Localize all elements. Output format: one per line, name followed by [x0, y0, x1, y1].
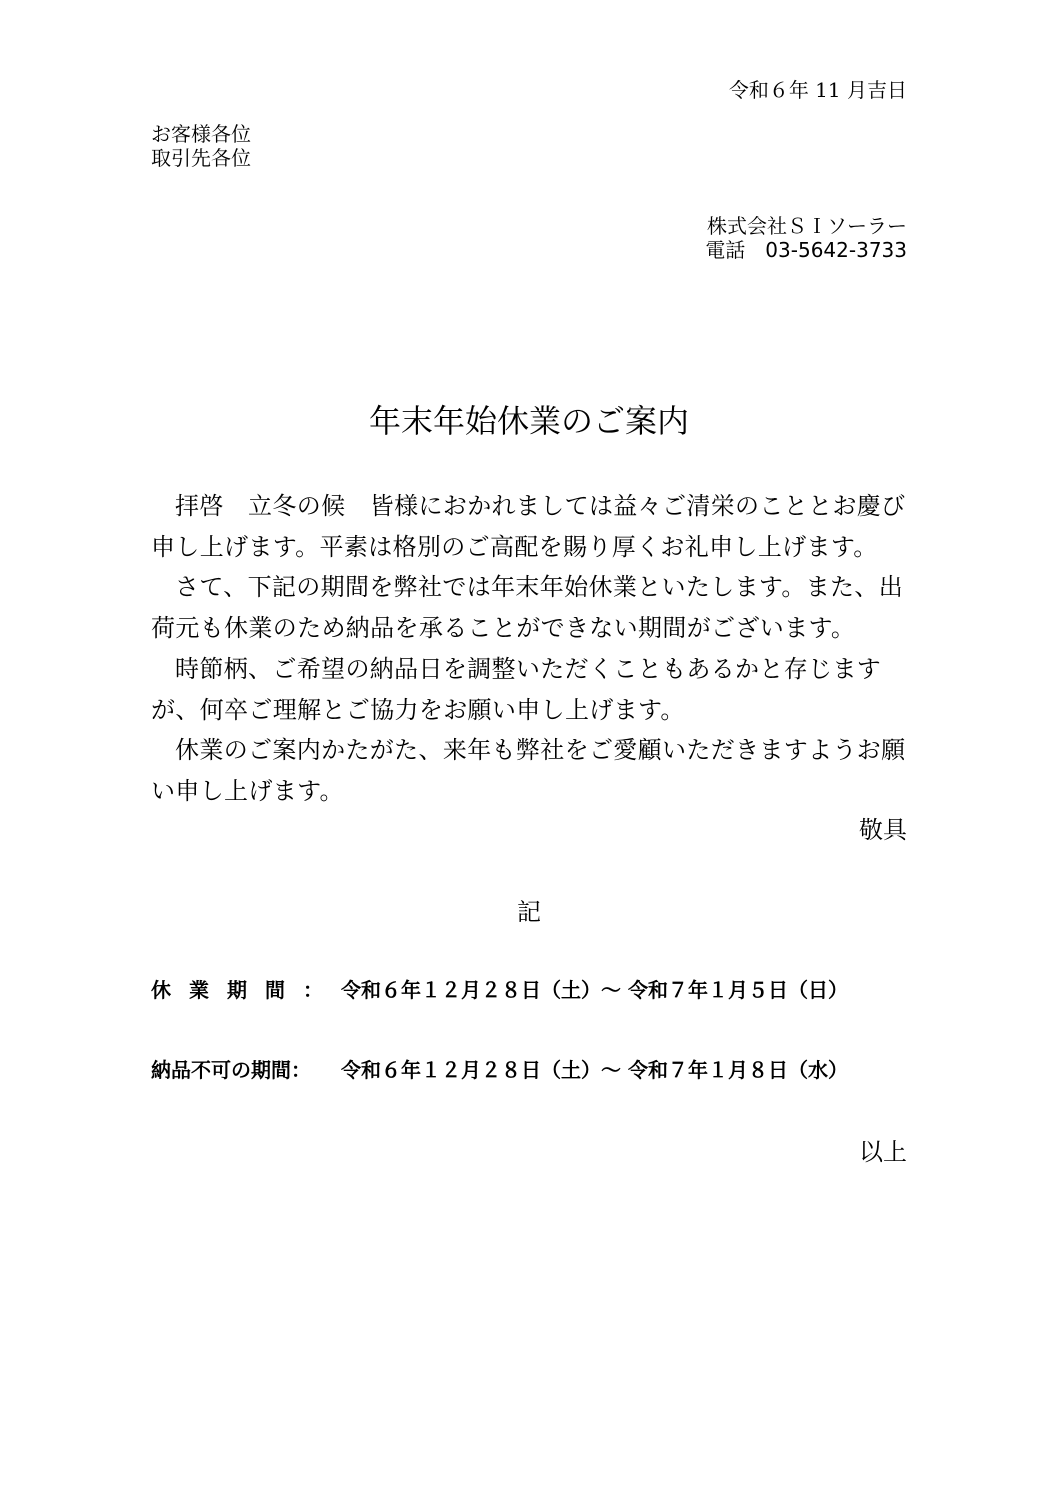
sender-phone: 電話 03-5642-3733 — [705, 238, 907, 262]
recipient-line: お客様各位 — [151, 122, 251, 146]
sender-block — [705, 214, 907, 262]
body-paragraph: さて、下記の期間を弊社では年末年始休業といたします。また、出荷元も休業のため納品を承ることができない期間がございます。 — [151, 573, 904, 643]
letter-title: 年末年始休業のご案内 — [368, 402, 689, 440]
detail-value: 令和６年１２月２８日（土）～ 令和７年１月８日（水） — [341, 1058, 848, 1082]
closing-keigu: 敬具 — [859, 816, 907, 844]
detail-label: 納品不可の期間： — [151, 1058, 311, 1082]
sender-company: 株式会社ＳＩソーラー — [707, 214, 907, 238]
letter-date: 令和６年 11 月吉日 — [728, 78, 907, 102]
detail-label: 休業期間： — [151, 978, 341, 1002]
letter-body — [151, 486, 907, 812]
detail-row-closure-period — [151, 974, 848, 1003]
ki-heading: 記 — [517, 898, 541, 926]
recipients-block — [151, 122, 251, 170]
detail-value: 令和６年１２月２８日（土）～ 令和７年１月５日（日） — [341, 978, 848, 1002]
closing-ijou: 以上 — [859, 1138, 907, 1166]
body-paragraph: 拝啓 立冬の候 皆様におかれましては益々ご清栄のこととお慶び申し上げます。平素は格別のご高配を賜り厚くお礼申し上げます。 — [151, 492, 906, 561]
body-paragraph: 時節柄、ご希望の納品日を調整いただくこともあるかと存じますが、何卒ご理解とご協力をお願い申し上げます。 — [151, 654, 882, 724]
body-paragraph: 休業のご案内かたがた、来年も弊社をご愛顧いただきますようお願い申し上げます。 — [151, 736, 906, 805]
recipient-line: 取引先各位 — [151, 146, 251, 170]
detail-row-no-delivery-period — [151, 1054, 848, 1083]
